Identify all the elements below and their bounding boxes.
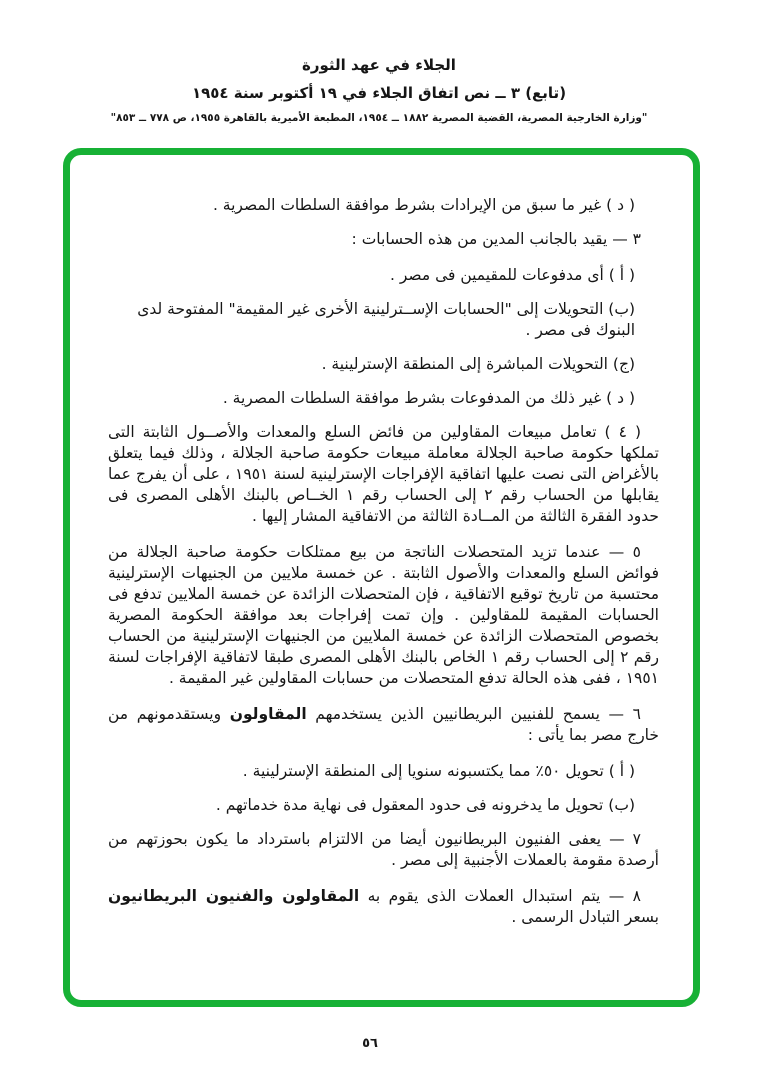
article-8-bold-term: المقاولون والفنيون البريطانيون (108, 887, 360, 905)
article-3: ٣ — يقيد بالجانب المدين من هذه الحسابات : (351, 230, 641, 248)
article-3-item-a: ( أ ) أى مدفوعات للمقيمين فى مصر . (390, 266, 635, 284)
article-6 (108, 704, 659, 746)
page-header (0, 56, 758, 124)
article-6-bold-term: المقاولون (229, 705, 307, 723)
article-6-item-a: ( أ ) تحويل ٥٠٪ مما يكتسبونه سنويا إلى المنطقة الإسترلينية . (242, 762, 635, 780)
content-frame (63, 148, 700, 1007)
article-5: ٥ — عندما تزيد المتحصلات الناتجة من بيع ممتلكات حكومة صاحبة الجلالة من فوائض السلع والمعدات والأصول الثابتة . عن خمسة ملايين من الجنيهات الإسترلينية محتسبة من تاريخ توقيع الاتفاقية ، فإن المتحصلات الزائدة عن خمسة الملايين تدفع فى الحسابات المقيمة للمقاولين . وإن تمت إفراجات بعد موافقة الحكومة المصرية بخصوص المتحصلات الزائدة عن خمسة الملايين من الجنيهات الإسترلينية من الحساب رقم ٢ إلى الحساب رقم ١ الخاص بالبنك الأهلى المصرى طبقا لاتفاقية الإفراجات لسنة ١٩٥١ ، ففى هذه الحالة تدفع المتحصلات من حسابات المقاولين غير المقيمة . (108, 543, 659, 687)
clause-d-previous: ( د ) غير ما سبق من الإيرادات بشرط موافقة السلطات المصرية . (212, 196, 635, 214)
article-3-item-b: (ب) التحويلات إلى "الحسابات الإســترلينية الأخرى غير المقيمة" المفتوحة لدى البنوك فى مصر . (137, 300, 635, 339)
article-8-text-rest: بسعر التبادل الرسمى . (511, 908, 659, 926)
source-citation: "وزارة الخارجية المصرية، القضية المصرية ١٨٨٢ ــ ١٩٥٤، المطبعة الأميرية بالقاهرة ١٩٥٥، ص ٧٧٨ ــ ٨٥٣" (110, 112, 648, 124)
page-title: الجلاء في عهد الثورة (302, 56, 456, 74)
page-subtitle: (تابع) ٣ ــ نص اتفاق الجلاء في ١٩ أكتوبر سنة ١٩٥٤ (191, 84, 567, 102)
article-3-item-c: (ج) التحويلات المباشرة إلى المنطقة الإسترلينية . (321, 355, 635, 373)
page-number: ٥٦ (362, 1036, 378, 1051)
article-3-item-d: ( د ) غير ذلك من المدفوعات بشرط موافقة السلطات المصرية . (222, 389, 635, 407)
article-7: ٧ — يعفى الفنيون البريطانيون أيضا من الالتزام باسترداد ما يكون بحوزتهم من أرصدة مقومة بالعملات الأجنبية إلى مصر . (108, 830, 659, 869)
article-6-item-b: (ب) تحويل ما يدخرونه فى حدود المعقول فى نهاية مدة خدماتهم . (215, 796, 635, 814)
article-4: ( ٤ ) تعامل مبيعات المقاولين من فائض السلع والمعدات والأصــول الثابتة التى تملكها حكومة صاحبة الجلالة معاملة مبيعات حكومة صاحبة الجلالة ، وذلك فيما يتعلق بالأغراض التى نصت عليها اتفاقية الإفراجات الإسترلينية لسنة ١٩٥١ ، على أن يفرج عما يقابلها من الحساب رقم ٢ إلى الحساب رقم ١ الخــاص بالبنك الأهلى المصرى فى حدود الفقرة الثالثة من المــادة الثالثة من الاتفاقية المشار إليها . (108, 423, 659, 525)
article-6-text-rest: ويستقدمونهم من خارج مصر بما يأتى : (108, 705, 659, 744)
article-8-text: ٨ — يتم استبدال العملات الذى يقوم به (359, 887, 641, 905)
article-8 (108, 886, 659, 928)
article-6-text: ٦ — يسمح للفنيين البريطانيين الذين يستخدمهم (306, 705, 641, 723)
document-body (70, 155, 693, 928)
